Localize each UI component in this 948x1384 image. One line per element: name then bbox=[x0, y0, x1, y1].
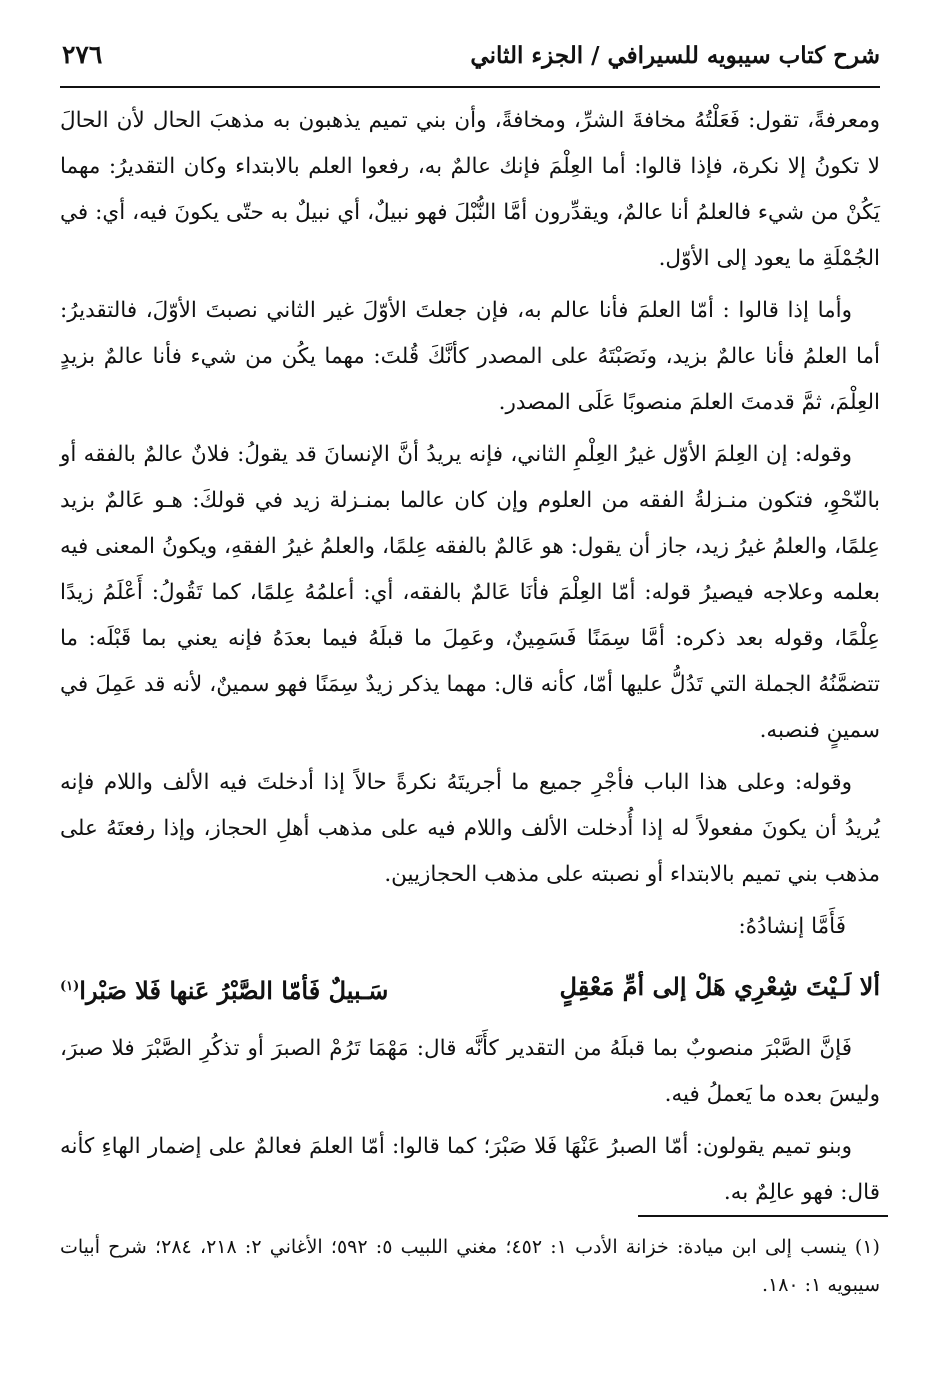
poetry-verse bbox=[60, 954, 880, 1016]
page-number: ٢٧٦ bbox=[62, 40, 103, 69]
verse-first-hemistich: ألا لَـيْتَ شِعْرِي هَلْ إلى أمِّ مَعْقِلٍ bbox=[559, 972, 880, 1001]
verse-intro: فَأَمَّا إنشادُهُ: bbox=[738, 914, 846, 939]
paragraph: وقوله: إن العِلمَ الأوّل غيرُ العِلْمِ الثاني، فإنه يريدُ أنَّ الإنسانَ قد يقولُ: فلانٌ عالمٌ بالفقه أو بالنّحْوِ، فتكون منـزلةُ الفقه من العلوم وإن كان عالما بمنـزلة زيد في قولكَ: هـو عَالمٌ بزيد عِلمًا، والعلمُ غيرُ زيد، جاز أن يقول: هو عَالمٌ بالفقه عِلمًا، والعلمُ غيرُ الفقهِ، ويكونُ المعنى فيه بعلمه وعلاجه فيصيرُ قوله: أمّا العِلْمَ فأنَا عَالمٌ بالفقه، أي: أعلمُهُ عِلمًا، كما تَقُولُ: أَعْلَمُ زيدًا عِلْمًا، وقوله بعد ذكره: أمَّا سِمَنًا فَسَمِينٌ، وعَمِلَ ما قبلَهُ فيما بعدَهُ فإنه يعني بما قَبْلَه: ما تتضمَّنُهُ الجملة التي تَدُلُّ عليها أمّا، كأنه قال: مهما يذكر زيدٌ سِمَنًا فهو سمينٌ، لأنه قد عَمِلَ في سمينٍ فنصبه. bbox=[60, 442, 880, 743]
paragraph: ومعرفةً، تقول: فَعَلْتُهُ مخافةَ الشرِّ، ومخافةً، وأن بني تميم يذهبون به مذهبَ الحال لأن الحالَ لا تكونُ إلا نكرة، فإذا قالوا: أما العِلْمَ فإنك عالمٌ به، رفعوا العلم بالابتداء وكان التقديرُ: مهما يَكُنْ من شيء فالعلمُ أنا عالمٌ، ويقدِّرون أمَّا النُّبْلَ فهو نبيلٌ، أي نبيلٌ به حتّى يكونَ فيه، أي: في الجُمْلَةِ ما يعود إلى الأوّل. bbox=[60, 108, 880, 271]
footnote-separator bbox=[638, 1215, 888, 1217]
paragraph: وقوله: وعلى هذا الباب فأجْرِ جميع ما أجريتَهُ نكرةً حالاً إذا أدخلتَ فيه الألف واللام فإنه يُريدُ أن يكونَ مفعولاً له إذا أُدخلت الألف واللام فيه على مذهب أهلِ الحجاز، وإذا رفعتَهُ على مذهب بني تميم بالابتداء أو نصبته على مذهب الحجازيين. bbox=[60, 770, 880, 887]
verse-second-hemistich bbox=[60, 964, 388, 1014]
verse-second-text: سَـبيلٌ فَأمّا الصَّبْرُ عَنها فَلا صَبْرا bbox=[79, 976, 389, 1005]
footnote: (١) ينسب إلى ابن ميادة: خزانة الأدب ١: ٤٥٢؛ مغني اللبيب ٥: ٥٩٢؛ الأغاني ٢: ٢١٨، ٢٨٤؛ شرح أبيات سيبويه ١: ١٨٠. bbox=[60, 1236, 880, 1296]
running-title: شرح كتاب سيبويه للسيرافي / الجزء الثاني bbox=[470, 42, 880, 69]
paragraph: فَإنَّ الصَّبْرَ منصوبٌ بما قبلَهُ من التقدير كأَنَّه قال: مَهْمَا تَرُمْ الصبرَ أو تذكُرِ الصَّبْرَ فلا صبرَ، وليسَ بعده ما يَعملُ فيه. bbox=[60, 1036, 880, 1107]
page-header bbox=[60, 28, 880, 88]
paragraph: وبنو تميم يقولون: أمّا الصبرُ عَنْهَا فَلا صَبْرَ؛ كما قالوا: أمّا العلمَ فعالمٌ على إضمار الهاءِ كأنه قال: فهو عالِمٌ به. bbox=[60, 1134, 880, 1205]
footnotes bbox=[60, 1228, 880, 1304]
paragraph: وأما إذا قالوا : أمّا العلمَ فأنا عالم به، فإن جعلتَ الأوّلَ غير الثاني نصبتَ الأوّلَ، فالتقديرُ: أما العلمُ فأنا عالمٌ بزيد، ونَصَبْتَهُ على المصدر كأنَّكَ قُلتَ: مهما يكُن من شيء فأنا عالمٌ بزيدٍ العِلْمَ، ثمَّ قدمتَ العلمَ منصوبًا عَلَى المصدر. bbox=[60, 298, 880, 415]
page bbox=[60, 28, 880, 1222]
main-text bbox=[60, 98, 880, 1216]
footnote-marker: (١) bbox=[60, 979, 80, 994]
